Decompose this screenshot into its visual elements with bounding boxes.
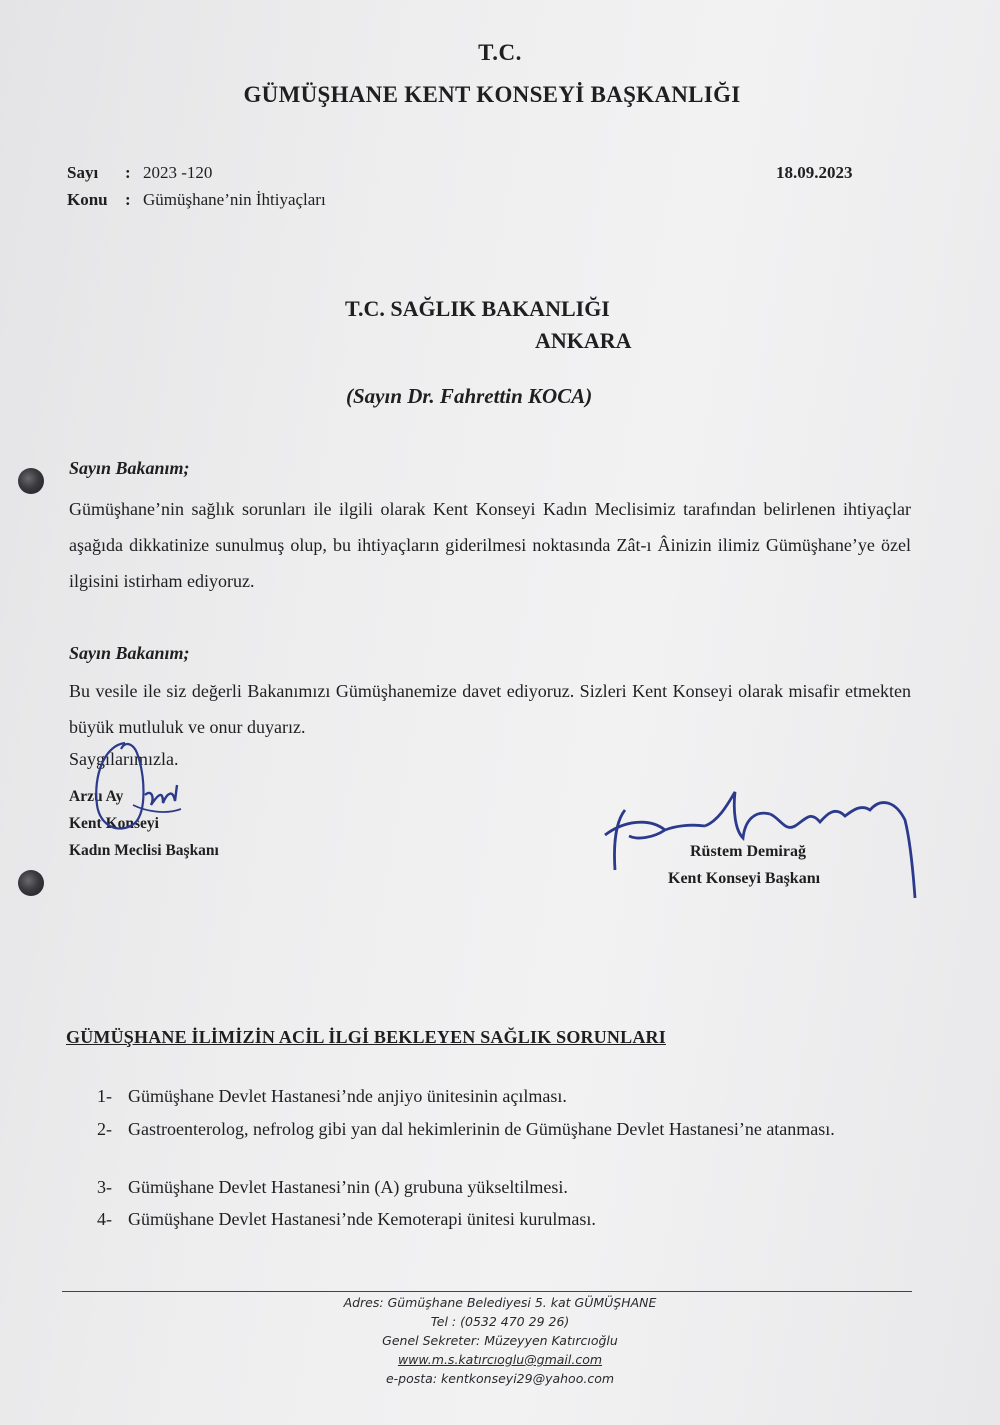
sayi-label: Sayı xyxy=(67,163,99,182)
header-tc: T.C. xyxy=(478,40,522,65)
paragraph-2: Bu vesile ile siz değerli Bakanımızı Gümüşhanemize davet ediyoruz. Sizleri Kent Konseyi olarak misafir etmekten büyük mutluluk ve onur duyarız. xyxy=(69,681,911,737)
list-item xyxy=(97,1080,911,1113)
recipient-ministry: T.C. SAĞLIK BAKANLIĞI xyxy=(345,296,610,321)
footer-divider xyxy=(62,1291,912,1292)
footer-secretary: Genel Sekreter: Müzeyyen Katırcıoğlu xyxy=(382,1333,618,1348)
letter-date: 18.09.2023 xyxy=(776,163,853,182)
paragraph-1: Gümüşhane’nin sağlık sorunları ile ilgili olarak Kent Konseyi Kadın Meclisimiz tarafından belirlenen ihtiyaçlar aşağıda dikkatinize sunulmuş olup, bu ihtiyaçların giderilmesi noktasında Zât-ı Âinizin ilimiz Gümüşhane’ye özel ilgisini istirham ediyoruz. xyxy=(69,499,911,591)
left-signature-icon xyxy=(85,735,195,845)
list-item-text: Gümüşhane Devlet Hastanesi’nin (A) grubuna yükseltilmesi. xyxy=(128,1177,568,1197)
list-item-text: Gümüşhane Devlet Hastanesi’nde Kemoterapi ünitesi kurulması. xyxy=(128,1209,596,1229)
konu-colon: : xyxy=(125,190,131,209)
footer-address: Adres: Gümüşhane Belediyesi 5. kat GÜMÜŞHANE xyxy=(343,1295,657,1310)
punch-hole-bottom xyxy=(18,870,44,896)
left-signatory-name: Arzu Ay xyxy=(69,788,124,805)
list-item-number: 3- xyxy=(97,1177,112,1197)
konu-label: Konu xyxy=(67,190,108,209)
sayi-value: 2023 -120 xyxy=(143,163,213,182)
footer-phone: Tel : (0532 470 29 26) xyxy=(430,1314,570,1329)
left-signatory-title-2: Kadın Meclisi Başkanı xyxy=(69,842,219,859)
konu-value: Gümüşhane’nin İhtiyaçları xyxy=(143,190,326,209)
list-item xyxy=(97,1203,911,1236)
recipient-city: ANKARA xyxy=(535,328,632,353)
list-item-text: Gastroenterolog, nefrolog gibi yan dal hekimlerinin de Gümüşhane Devlet Hastanesi’ne atanması. xyxy=(128,1119,835,1139)
sayi-colon: : xyxy=(125,163,131,182)
meta-sayi xyxy=(67,163,212,183)
header-institution: GÜMÜŞHANE KENT KONSEYİ BAŞKANLIĞI xyxy=(243,82,741,107)
list-item-text: Gümüşhane Devlet Hastanesi’nde anjiyo ünitesinin açılması. xyxy=(128,1086,567,1106)
list-item-number: 1- xyxy=(97,1086,112,1106)
list-item xyxy=(97,1113,911,1146)
salutation-1: Sayın Bakanım; xyxy=(69,458,190,478)
right-signatory-title: Kent Konseyi Başkanı xyxy=(668,870,821,887)
list-item-number: 2- xyxy=(97,1119,112,1139)
recipient-person: (Sayın Dr. Fahrettin KOCA) xyxy=(346,384,593,408)
list-item xyxy=(97,1171,911,1204)
closing-text: Saygılarımızla. xyxy=(69,749,179,769)
footer-email[interactable]: e-posta: kentkonseyi29@yahoo.com xyxy=(385,1371,615,1386)
salutation-2: Sayın Bakanım; xyxy=(69,643,190,663)
punch-hole-top xyxy=(18,468,44,494)
issues-title: GÜMÜŞHANE İLİMİZİN ACİL İLGİ BEKLEYEN SAĞLIK SORUNLARI xyxy=(66,1027,666,1047)
meta-konu xyxy=(67,190,326,210)
list-item-number: 4- xyxy=(97,1209,112,1229)
footer-web-link[interactable]: www.m.s.katırcıoglu@gmail.com xyxy=(397,1352,603,1367)
right-signatory-name: Rüstem Demirağ xyxy=(690,843,806,860)
left-signatory-title-1: Kent Konseyi xyxy=(69,815,159,832)
